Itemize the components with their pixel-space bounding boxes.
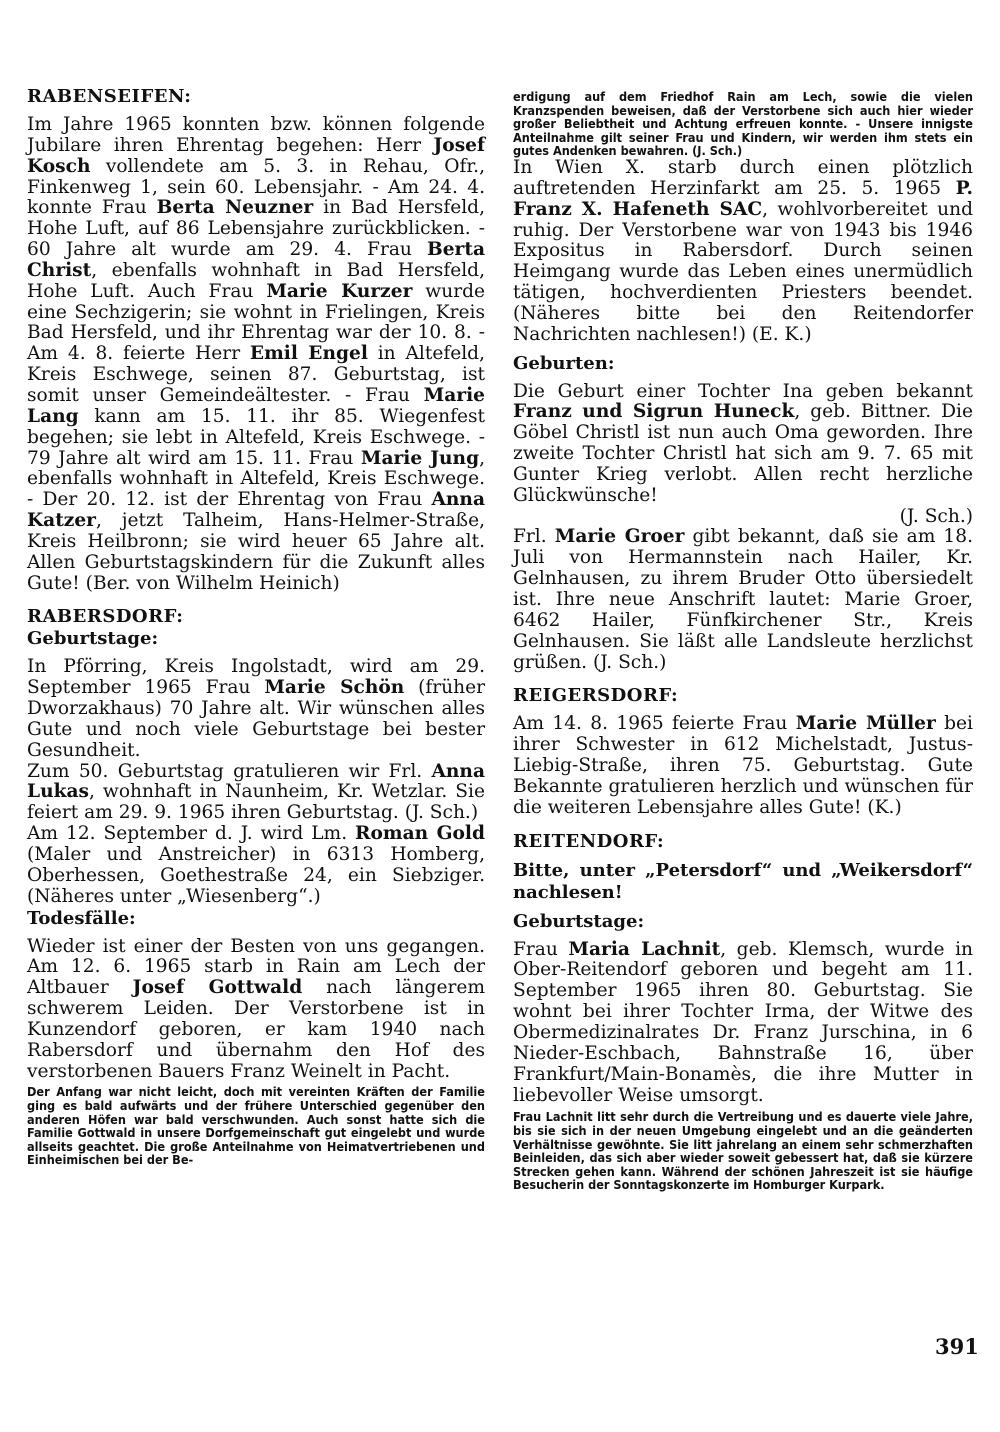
reigersdorf-paragraph: Am 14. 8. 1965 feierte Frau Marie Müller bei ihrer Schwester in 612 Michelstadt, Justus-Liebig-Straße, ihren 75. Geburtstag. Gute Bekannte gratulieren herzlich und wünschen für die weiteren Lebensjahre alles Gute! (K.) xyxy=(513,713,973,818)
rabersdorf-paragraph-1: In Pförring, Kreis Ingolstadt, wird am 29. September 1965 Frau Marie Schön (früher Dworzakhaus) 70 Jahre alt. Wir wünschen alles Gute und noch viele Geburtstage bei bester Gesundheit. xyxy=(27,656,485,761)
subheading-reitendorf-geburtstage: Geburtstage: xyxy=(513,910,645,932)
rabersdorf-paragraph-3: Am 12. September d. J. wird Lm. Roman Gold (Maler und Anstreicher) in 6313 Homberg, Oberhessen, Goethestraße 24, ein Siebziger. (Näheres unter „Wiesenberg“.) xyxy=(27,823,485,907)
section-heading-reitendorf: REITENDORF: xyxy=(513,830,665,852)
groer-paragraph: Frl. Marie Groer gibt bekannt, daß sie am 18. Juli von Hermannstein nach Hailer, Kr. Gelnhausen, zu ihrem Bruder Otto übersiedelt ist. Ihre neue Anschrift lautet: Marie Groer, 6462 Hailer, Fünfkirchener Str., Kreis Gelnhausen. Sie läßt alle Landsleute herzlichst grüßen. (J. Sch.) xyxy=(513,526,974,673)
page-number: 391 xyxy=(935,1334,979,1359)
subheading-todesfaelle: Todesfälle: xyxy=(27,907,136,929)
section-heading-rabenseifen: RABENSEIFEN: xyxy=(27,86,192,107)
reitendorf-note: Bitte, unter „Petersdorf“ und „Weikersdorf“ nachlesen! xyxy=(513,859,973,903)
rabersdorf-paragraph-5-small: Der Anfang war nicht leicht, doch mit vereinten Kräften der Familie ging es bald aufwärts und der frühere Unterschied gegenüber den anderen Höfen war bald verschwunden. Auch sonst hatte sich die Familie Gottwald in unsere Dorfgemeinschaft gut eingelebt und wurde allseits geachtet. Die große Anteilnahme von Heimatvertriebenen und Einheimischen bei der Be- xyxy=(27,1084,485,1168)
lachnit-paragraph: Frau Maria Lachnit, geb. Klemsch, wurde in Ober-Reitendorf geboren und begeht am 11. September 1965 ihren 80. Geburtstag. Sie wohnt bei ihrer Tochter Irma, der Witwe des Obermedizinalrates Dr. Franz Jurschina, in 6 Nieder-Eschbach, Bahnstraße 16, über Frankfurt/Main-Bonamès, die ihre Mutter in liebevoller Weise umsorgt. xyxy=(513,938,973,1106)
rabenseifen-paragraph: Im Jahre 1965 konnten bzw. können folgende Jubilare ihren Ehrentag begehen: Herr Josef Kosch vollendete am 5. 3. in Rehau, Ofr., Finkenweg 1, sein 60. Lebensjahr. - Am 24. 4. konnte Frau Berta Neuzner in Bad Hersfeld, Hohe Luft, auf 86 Lebensjahre zurückblicken. - 60 Jahre alt wurde am 29. 4. Frau Berta Christ, ebenfalls wohnhaft in Bad Hersfeld, Hohe Luft. Auch Frau Marie Kurzer wurde eine Sechzigerin; sie wohnt in Frielingen, Kreis Bad Hersfeld, und ihr Ehrentag war der 10. 8. - Am 4. 8. feierte Herr Emil Engel in Altefeld, Kreis Eschwege, seinen 87. Geburtstag, ist somit unser Gemeindeältester. - Frau Marie Lang kann am 15. 11. ihr 85. Wiegenfest begehen; sie lebt in Altefeld, Kreis Eschwege. - 79 Jahre alt wird am 15. 11. Frau Marie Jung, ebenfalls wohnhaft in Altefeld, Kreis Eschwege. - Der 20. 12. ist der Ehrentag von Frau Anna Katzer, jetzt Talheim, Hans-Helmer-Straße, Kreis Heilbronn; sie wird heuer 65 Jahre alt. Allen Geburtstagskindern für die Zukunft alles Gute! (Ber. von Wilhelm Heinich) xyxy=(27,114,485,594)
section-heading-rabersdorf: RABERSDORF: xyxy=(27,606,184,628)
hafeneth-paragraph: In Wien X. starb durch einen plötzlich auftretenden Herzinfarkt am 25. 5. 1965 P. Franz X. Hafeneth SAC, wohlvorbereitet und ruhig. Der Verstorbene war von 1943 bis 1946 Expositus in Rabersdorf. Durch seinen Heimgang wurde das Leben eines unermüdlich tätigen, hochverdienten Priesters beendet. (Näheres bitte bei den Reitendorfer Nachrichten nachlesen!) (E. K.) xyxy=(513,156,973,345)
right-column xyxy=(513,90,973,1192)
obituary-continuation-small: erdigung auf dem Friedhof Rain am Lech, sowie die vielen Kranzspenden beweisen, daß der Verstorbene sich auch hier wieder großer Beliebtheit und Achtung erfreuen konnte. - Unsere innigste Anteilnahme gilt seiner Frau und Kindern, wir werden ihm stets ein gutes Andenken bewahren. (J. Sch.) xyxy=(513,89,973,159)
rabersdorf-paragraph-2: Zum 50. Geburtstag gratulieren wir Frl. Anna Lukas, wohnhaft in Naunheim, Kr. Wetzlar. Sie feiert am 29. 9. 1965 ihren Geburtstag. (J. Sch.) xyxy=(27,760,485,824)
geburten-signature: (J. Sch.) xyxy=(899,505,973,527)
geburten-paragraph: Die Geburt einer Tochter Ina geben bekannt Franz und Sigrun Huneck, geb. Bittner. Die Göbel Christl ist nun auch Oma geworden. Ihre zweite Tochter Christl hat sich am 9. 7. 65 mit Gunter Krieg verlobt. Allen recht herzliche Glückwünsche! xyxy=(513,380,973,506)
left-column xyxy=(27,86,485,1167)
section-heading-reigersdorf: REIGERSDORF: xyxy=(513,685,679,707)
lachnit-paragraph-small: Frau Lachnit litt sehr durch die Vertreibung und es dauerte viele Jahre, bis sie sich in der neuen Umgebung eingelebt und an die geänderten Verhältnisse gewöhnte. Sie litt jahrelang an einem sehr schmerzhaften Beinleiden, das sich aber wieder soweit gebessert hat, daß sie kürzere Strecken gehen kann. Während der schönen Jahreszeit ist sie häufige Besucherin der Sonntagskonzerte im Homburger Kurpark. xyxy=(513,1109,973,1193)
rabersdorf-paragraph-4: Wieder ist einer der Besten von uns gegangen. Am 12. 6. 1965 starb in Rain am Lech der Altbauer Josef Gottwald nach längerem schwerem Leiden. Der Verstorbene ist in Kunzendorf geboren, er kam 1940 nach Rabersdorf und übernahm den Hof des verstorbenen Bauers Franz Weinelt in Pacht. xyxy=(27,935,485,1082)
subheading-geburten: Geburten: xyxy=(513,352,615,374)
subheading-geburtstage: Geburtstage: xyxy=(27,628,159,650)
